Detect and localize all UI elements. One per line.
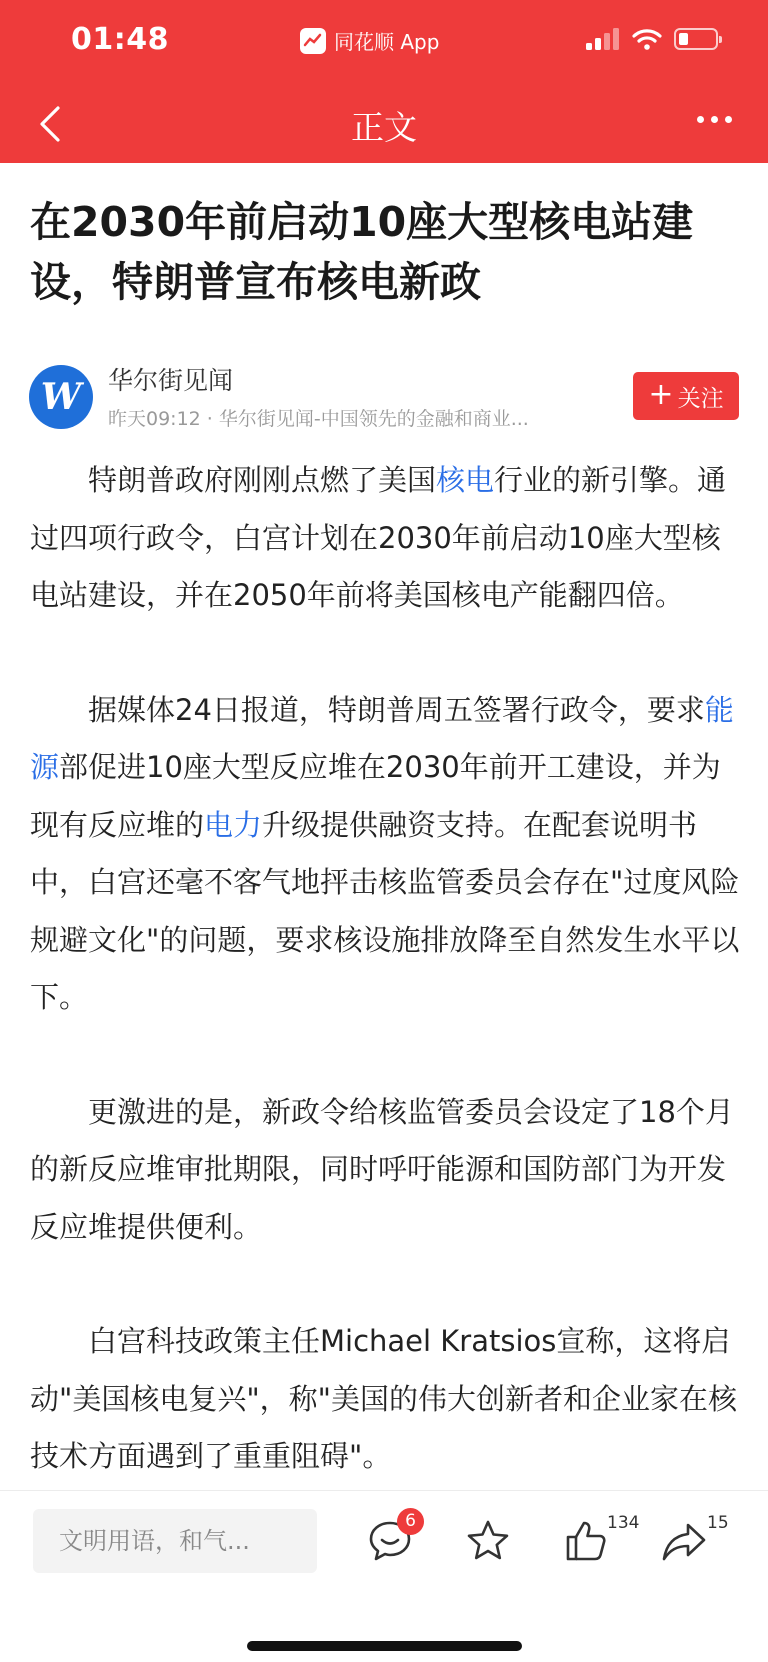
paragraph-text: 部促进10座大型反应堆在2030年前开工建设，并为现有反应堆的 bbox=[30, 750, 721, 842]
share-icon[interactable] bbox=[660, 1517, 708, 1565]
paragraph-text: 据媒体24日报道，特朗普周五签署行政令，要求 bbox=[88, 692, 705, 727]
author-name[interactable]: 华尔街见闻 bbox=[108, 366, 234, 395]
home-indicator bbox=[247, 1641, 522, 1651]
article-paragraph bbox=[30, 1313, 745, 1486]
star-icon[interactable] bbox=[464, 1517, 512, 1565]
keyword-link[interactable]: 电力 bbox=[204, 807, 263, 842]
page-title: 正文 bbox=[351, 108, 417, 147]
more-options-icon[interactable] bbox=[697, 116, 732, 123]
status-time: 01:48 bbox=[71, 22, 169, 57]
comment-count-badge: 6 bbox=[397, 1508, 424, 1535]
keyword-link[interactable]: 核电 bbox=[436, 463, 495, 497]
share-count: 15 bbox=[707, 1513, 729, 1533]
status-app-name: 同花顺 App bbox=[334, 30, 440, 54]
thumbs-up-icon[interactable] bbox=[562, 1517, 610, 1565]
status-icons bbox=[586, 28, 718, 50]
header bbox=[0, 0, 768, 163]
follow-label: 关注 bbox=[677, 385, 724, 412]
app-logo-icon bbox=[300, 28, 326, 54]
follow-button[interactable] bbox=[633, 372, 739, 420]
keyword-link[interactable]: 能源 bbox=[30, 692, 734, 784]
like-count: 134 bbox=[607, 1513, 640, 1533]
status-app-indicator[interactable] bbox=[300, 26, 439, 55]
battery-icon bbox=[674, 28, 718, 50]
paragraph-text: 行业的新引擎。通过四项行政令，白宫计划在2030年前启动10座大型核电站建设，并在2050年前将美国核电产能翻四倍。 bbox=[30, 463, 727, 612]
bottom-action-bar bbox=[0, 1490, 768, 1662]
article-paragraph bbox=[30, 1084, 745, 1257]
paragraph-text: 白宫科技政策主任Michael Kratsios宣称，这将启动"美国核电复兴"，称"美国的伟大创新者和企业家在核技术方面遇到了重重阻碍"。 bbox=[30, 1324, 738, 1473]
plus-icon: + bbox=[648, 377, 674, 412]
author-avatar[interactable]: W bbox=[29, 365, 93, 429]
wifi-icon bbox=[632, 28, 662, 50]
article-body bbox=[30, 452, 745, 1543]
article-title: 在2030年前启动10座大型核电站建设，特朗普宣布核电新政 bbox=[30, 198, 694, 306]
comment-input[interactable]: 文明用语，和气... bbox=[33, 1509, 317, 1573]
paragraph-text: 特朗普政府刚刚点燃了美国 bbox=[88, 463, 437, 497]
article-paragraph bbox=[30, 452, 745, 625]
article-meta: 昨天09:12 · 华尔街见闻-中国领先的金融和商业... bbox=[108, 408, 529, 430]
signal-icon bbox=[586, 28, 620, 50]
paragraph-text: 更激进的是，新政令给核监管委员会设定了18个月的新反应堆审批期限，同时呼吁能源和国防部门为开发反应堆提供便利。 bbox=[30, 1094, 734, 1244]
paragraph-text: 升级提供融资支持。在配套说明书中，白宫还毫不客气地抨击核监管委员会存在"过度风险规避文化"的问题，要求核设施排放降至自然发生水平以下。 bbox=[30, 807, 740, 1014]
article-paragraph bbox=[30, 682, 745, 1027]
